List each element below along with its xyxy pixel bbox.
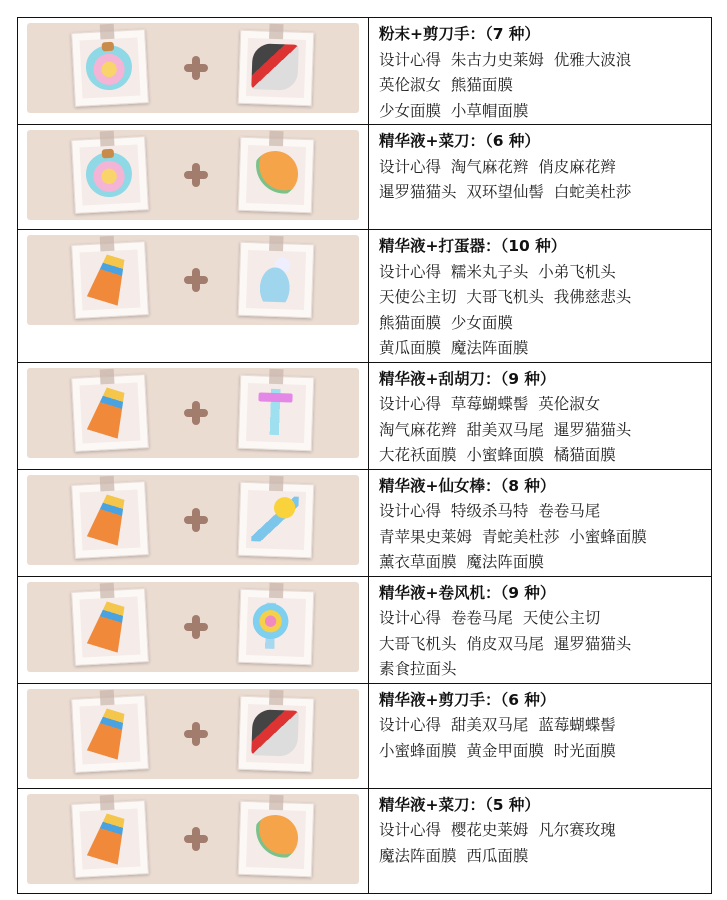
plus-icon xyxy=(184,827,208,851)
item-card xyxy=(71,588,149,666)
result-line: 熊猫面膜 少女面膜 xyxy=(379,313,513,332)
table-row xyxy=(18,576,712,683)
table-row xyxy=(18,788,712,893)
egg-whisk-icon xyxy=(251,255,299,303)
result-line: 青苹果史莱姆 青蛇美杜莎 小蜜蜂面膜 xyxy=(379,527,647,546)
fairy-wand-icon xyxy=(251,495,299,543)
combo-panel xyxy=(27,368,359,458)
result-line: 设计心得 淘气麻花辫 俏皮麻花辫 xyxy=(379,157,616,176)
tape-decoration xyxy=(269,475,284,491)
combo-title: 精华液+剪刀手：（6 种） xyxy=(379,690,556,709)
tape-decoration xyxy=(269,794,284,810)
combo-panel xyxy=(27,23,359,113)
combo-image-cell xyxy=(18,788,369,893)
result-line: 小蜜蜂面膜 黄金甲面膜 时光面膜 xyxy=(379,741,616,760)
razor-icon xyxy=(251,388,299,436)
item-card xyxy=(238,137,315,214)
tape-decoration xyxy=(100,475,115,492)
tape-decoration xyxy=(269,368,284,384)
item-card xyxy=(71,29,149,107)
result-line: 大花袄面膜 小蜜蜂面膜 橘猫面膜 xyxy=(379,446,616,464)
result-line: 设计心得 特级杀马特 卷卷马尾 xyxy=(379,502,601,520)
item-card xyxy=(238,30,315,107)
combo-text-cell xyxy=(369,683,712,788)
plus-icon xyxy=(184,722,208,746)
recipe-table xyxy=(17,17,712,894)
plus-icon xyxy=(184,163,208,187)
combo-title: 精华液+菜刀：（5 种） xyxy=(379,795,540,814)
result-line: 天使公主切 大哥飞机头 我佛慈悲头 xyxy=(379,288,632,306)
result-line: 素食拉面头 xyxy=(379,660,457,678)
item-card xyxy=(238,588,315,665)
combo-image-cell xyxy=(18,18,369,125)
combo-text-cell xyxy=(369,125,712,230)
tape-decoration xyxy=(269,689,284,705)
result-line: 英伦淑女 熊猫面膜 xyxy=(379,76,513,94)
item-card xyxy=(71,241,149,319)
combo-image-cell xyxy=(18,362,369,469)
combo-text-cell xyxy=(369,576,712,683)
table-row xyxy=(18,362,712,469)
combo-panel xyxy=(27,130,359,220)
combo-text-cell xyxy=(369,469,712,576)
item-card xyxy=(71,136,149,214)
tape-decoration xyxy=(100,689,115,706)
combo-image-cell xyxy=(18,576,369,683)
result-line: 少女面膜 小草帽面膜 xyxy=(379,101,529,120)
combo-panel xyxy=(27,235,359,325)
combo-text-cell xyxy=(369,362,712,469)
combo-image-cell xyxy=(18,230,369,363)
combo-title: 精华液+卷风机：（9 种） xyxy=(379,583,556,602)
plus-icon xyxy=(184,56,208,80)
combo-title: 精华液+菜刀：（6 种） xyxy=(379,132,540,150)
result-line: 设计心得 草莓蝴蝶髻 英伦淑女 xyxy=(379,395,601,413)
result-line: 淘气麻花辫 甜美双马尾 暹罗猫猫头 xyxy=(379,420,632,439)
combo-title: 粉末+剪刀手：（7 种） xyxy=(379,25,540,43)
item-card xyxy=(238,800,315,877)
combo-text-cell xyxy=(369,788,712,893)
table-row xyxy=(18,18,712,125)
tape-decoration xyxy=(269,131,284,147)
tape-decoration xyxy=(269,24,284,40)
item-card xyxy=(71,374,149,452)
tape-decoration xyxy=(100,368,115,385)
combo-image-cell xyxy=(18,125,369,230)
combo-title: 精华液+刮胡刀：（9 种） xyxy=(379,369,556,388)
item-card xyxy=(71,481,149,559)
result-line: 薰衣草面膜 魔法阵面膜 xyxy=(379,553,544,571)
combo-panel xyxy=(27,689,359,779)
result-line: 魔法阵面膜 西瓜面膜 xyxy=(379,846,529,865)
combo-panel xyxy=(27,475,359,565)
combo-panel xyxy=(27,794,359,884)
result-line: 大哥飞机头 俏皮双马尾 暹罗猫猫头 xyxy=(379,634,632,653)
tape-decoration xyxy=(269,582,284,598)
combo-image-cell xyxy=(18,683,369,788)
combo-text-cell xyxy=(369,230,712,363)
item-card xyxy=(71,695,149,773)
plus-icon xyxy=(184,508,208,532)
result-line: 设计心得 樱花史莱姆 凡尔赛玫瑰 xyxy=(379,821,616,839)
item-card xyxy=(238,481,315,558)
plus-icon xyxy=(184,615,208,639)
result-line: 设计心得 甜美双马尾 蓝莓蝴蝶髻 xyxy=(379,716,616,734)
tape-decoration xyxy=(100,582,115,599)
plus-icon xyxy=(184,401,208,425)
item-card xyxy=(238,242,315,319)
scissorhands-icon xyxy=(251,709,299,757)
table-row xyxy=(18,230,712,363)
tape-decoration xyxy=(269,236,284,252)
scissorhands-icon xyxy=(251,43,299,91)
hair-dryer-icon xyxy=(251,602,299,650)
result-line: 设计心得 卷卷马尾 天使公主切 xyxy=(379,609,601,627)
combo-title: 精华液+打蛋器：（10 种） xyxy=(379,237,567,255)
item-card xyxy=(238,695,315,772)
combo-panel xyxy=(27,582,359,672)
combo-text-cell xyxy=(369,18,712,125)
result-line: 黄瓜面膜 魔法阵面膜 xyxy=(379,339,529,357)
combo-image-cell xyxy=(18,469,369,576)
tape-decoration xyxy=(100,794,115,811)
result-line: 设计心得 糯米丸子头 小弟飞机头 xyxy=(379,262,616,281)
table-row xyxy=(18,469,712,576)
combo-title: 精华液+仙女棒：（8 种） xyxy=(379,476,556,495)
table-row xyxy=(18,683,712,788)
result-line: 暹罗猫猫头 双环望仙髻 白蛇美杜莎 xyxy=(379,183,632,201)
item-card xyxy=(71,800,149,878)
result-line: 设计心得 朱古力史莱姆 优雅大波浪 xyxy=(379,50,632,69)
table-row xyxy=(18,125,712,230)
item-card xyxy=(238,374,315,451)
plus-icon xyxy=(184,268,208,292)
